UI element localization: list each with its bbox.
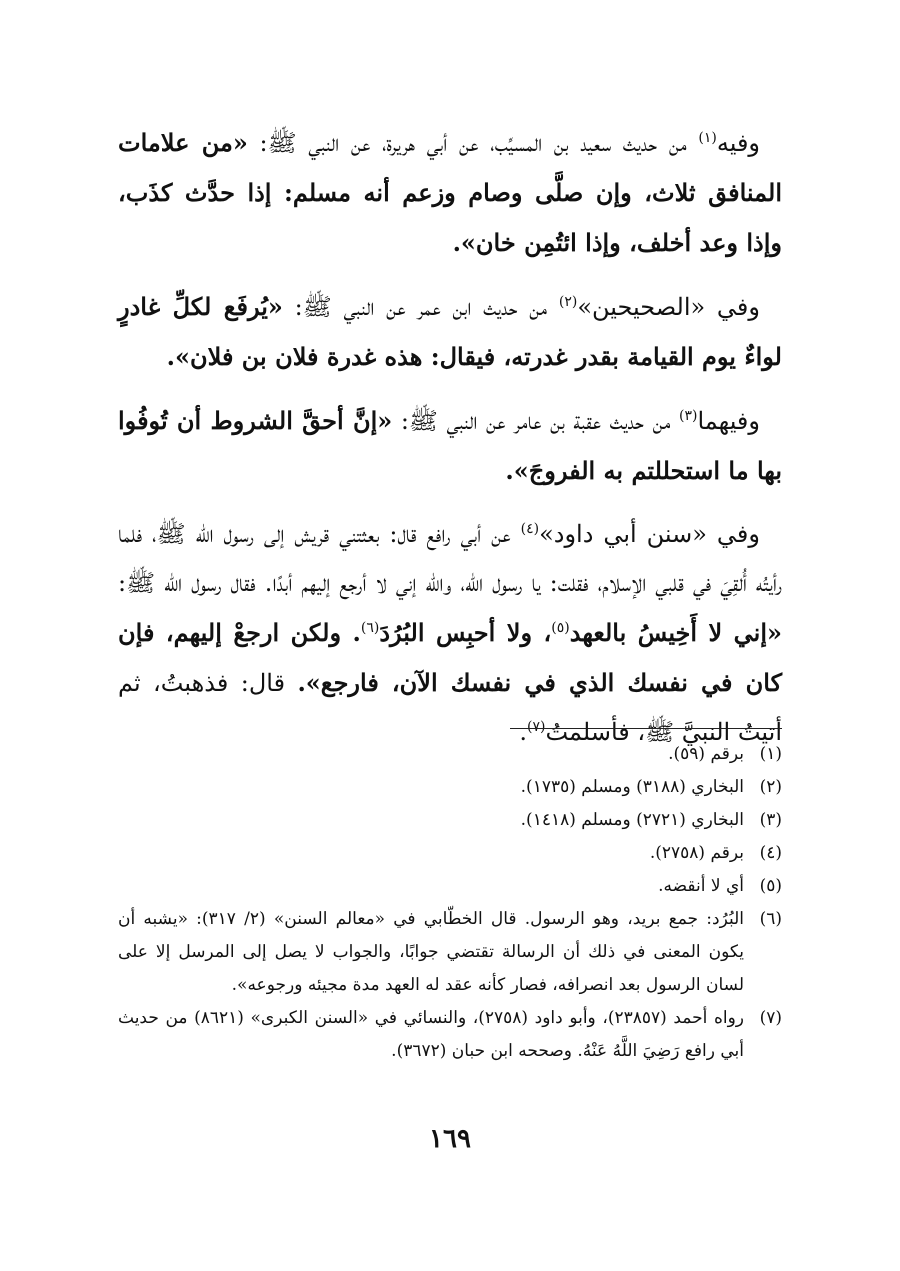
hadith-quote-4a: «إني لا أَخِيسُ بالعهد (569, 618, 783, 647)
footnote-number: (٦) (759, 909, 782, 929)
footnote-text: برقم (٢٧٥٨). (649, 843, 744, 863)
paragraph-2-text: من حديث ابن عمر عن النبي ﷺ: (282, 293, 559, 321)
footnote-ref-1[interactable]: (١) (698, 130, 717, 146)
paragraph-4 (118, 510, 782, 757)
footnote-item (118, 804, 782, 837)
paragraph-2 (118, 282, 782, 382)
footnote-ref-7[interactable]: (٧) (527, 719, 546, 735)
footnote-item (118, 1002, 782, 1068)
footnote-text: برقم (٥٩). (668, 744, 744, 764)
hadith-quote-4c: . ولكن ارجعْ إليهم، فإن كان في نفسك الذي في نفسك الآن، فارجع». (118, 618, 782, 697)
footnote-ref-3[interactable]: (٣) (678, 408, 698, 424)
paragraph-1-lead: وفيه (716, 129, 760, 157)
footnote-text: رواه أحمد (٢٣٨٥٧)، وأبو داود (٢٧٥٨)، والنسائي في «السنن الكبرى» (٨٦٢١) من حديث أبي رافع رَضِيَ اللَّهُ عَنْهُ. وصححه ابن حبان (٣٦٧٢). (118, 1008, 745, 1061)
main-text (118, 118, 782, 771)
paragraph-3-lead: وفيهما (697, 407, 760, 435)
footnote-number: (٥) (759, 876, 782, 896)
footnote-text: البُرُد: جمع بريد، وهو الرسول. قال الخطّابي في «معالم السنن» (٢/ ٣١٧): «يشبه أن يكون المعنى في ذلك أن الرسالة تقتضي جوابًا، والجواب لا يصل إلى المرسل إلا على لسان الرسول بعد انصرافه، فصار كأنه عقد له العهد مدة مجيئه ورجوعه». (118, 909, 744, 995)
footnote-number: (٢) (759, 777, 782, 797)
page-number: ١٦٩ (429, 1124, 471, 1154)
footnote-number: (٤) (759, 843, 782, 863)
footnote-ref-4[interactable]: (٤) (520, 521, 540, 537)
footnote-ref-5[interactable]: (٥) (551, 620, 570, 636)
paragraph-4-end: . (519, 718, 527, 746)
footnote-text: أي لا أنقضه. (658, 876, 744, 896)
paragraph-3 (118, 396, 782, 496)
footnote-item (118, 837, 782, 870)
paragraph-2-lead: وفي «الصحيحين» (577, 293, 760, 321)
footnote-text: البخاري (٢٧٢١) ومسلم (١٤١٨). (520, 810, 744, 830)
footnote-item (118, 903, 782, 1002)
paragraph-4-lead: وفي «سنن أبي داود» (539, 520, 760, 548)
footnote-number: (٧) (759, 1008, 782, 1028)
footnote-number: (١) (759, 744, 782, 764)
footnote-item (118, 738, 782, 771)
paragraph-1-text: من حديث سعيد بن المسيِّب، عن أبي هريرة، عن النبي ﷺ: (247, 129, 699, 157)
footnote-item (118, 771, 782, 804)
paragraph-4-closing: قال: فذهبتُ، ثم أتيتُ النبيَّ ﷺ، فأسلمتُ (118, 669, 782, 746)
paragraph-3-text: من حديث عقبة بن عامر عن النبي ﷺ: (392, 407, 679, 435)
hadith-quote-2: «يُرفَع لكلِّ غادرٍ لواءٌ يوم القيامة بقدر غدرته، فيقال: هذه غدرة فلان بن فلان». (118, 292, 782, 371)
footnotes (118, 738, 782, 1068)
footnote-number: (٣) (759, 810, 782, 830)
hadith-quote-4b: ، ولا أحبِس البُرُدَ (379, 618, 552, 647)
hadith-quote-1: «من علامات المنافق ثلاث، وإن صلَّى وصام وزعم أنه مسلم: إذا حدَّث كذَب، وإذا وعد أخلف، وإذا ائتُمِن خان». (118, 128, 782, 257)
footnote-ref-2[interactable]: (٢) (558, 294, 578, 310)
footnote-separator (510, 728, 782, 729)
hadith-quote-3: «إنَّ أحقَّ الشروط أن تُوفُوا بها ما استحللتم به الفروجَ». (118, 406, 782, 485)
footnote-item (118, 870, 782, 903)
footnote-text: البخاري (٣١٨٨) ومسلم (١٧٣٥). (520, 777, 744, 797)
footnote-ref-6[interactable]: (٦) (360, 620, 380, 636)
paragraph-4-text: عن أبي رافع قال: بعثتني قريش إلى رسول الله ﷺ، فلما رأيتُه أُلقِيَ في قلبي الإسلام، فقلت: يا رسول الله، والله إني لا أرجع إليهم أبدًا. فقال رسول الله ﷺ: (118, 520, 782, 597)
paragraph-1 (118, 118, 782, 268)
